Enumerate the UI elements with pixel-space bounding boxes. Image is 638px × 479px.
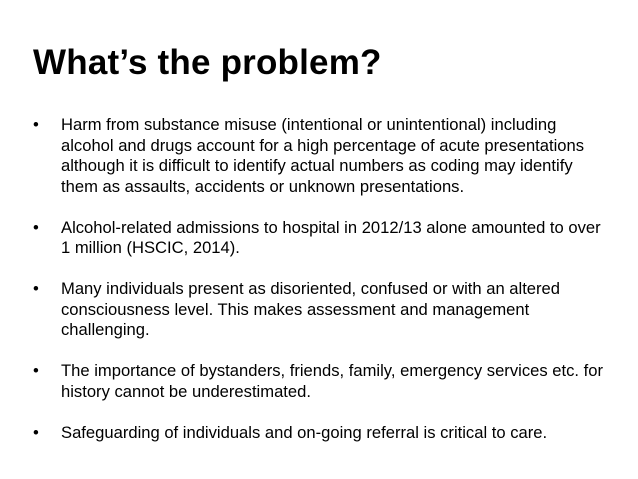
bullet-item: [33, 279, 613, 341]
bullet-icon: •: [33, 217, 39, 237]
bullet-item: [33, 115, 613, 197]
bullet-icon: •: [33, 279, 39, 298]
bullet-text: The importance of bystanders, friends, family, emergency services etc. for history cannot be underestimated.: [61, 361, 603, 401]
bullet-icon: •: [33, 361, 39, 380]
bullet-item: [33, 423, 613, 444]
bullet-text: Harm from substance misuse (intentional or unintentional) including alcohol and drugs account for a high percentage of acute presentations although it is difficult to identify actual numbers as coding may identify them as assaults, accidents or unknown presentations.: [61, 115, 585, 196]
bullet-icon: •: [33, 422, 39, 442]
bullet-text: Safeguarding of individuals and on-going referral is critical to care.: [61, 422, 548, 442]
bullet-list: [33, 115, 613, 443]
bullet-text: Alcohol-related admissions to hospital in 2012/13 alone amounted to over 1 million (HSCIC, 2014).: [61, 217, 601, 257]
bullet-icon: •: [33, 115, 39, 134]
bullet-item: [33, 361, 613, 402]
slide-title: What’s the problem?: [33, 43, 382, 82]
bullet-item: [33, 218, 613, 259]
bullet-text: Many individuals present as disoriented, confused or with an altered consciousness level. This makes assessment and management challenging.: [61, 279, 561, 339]
